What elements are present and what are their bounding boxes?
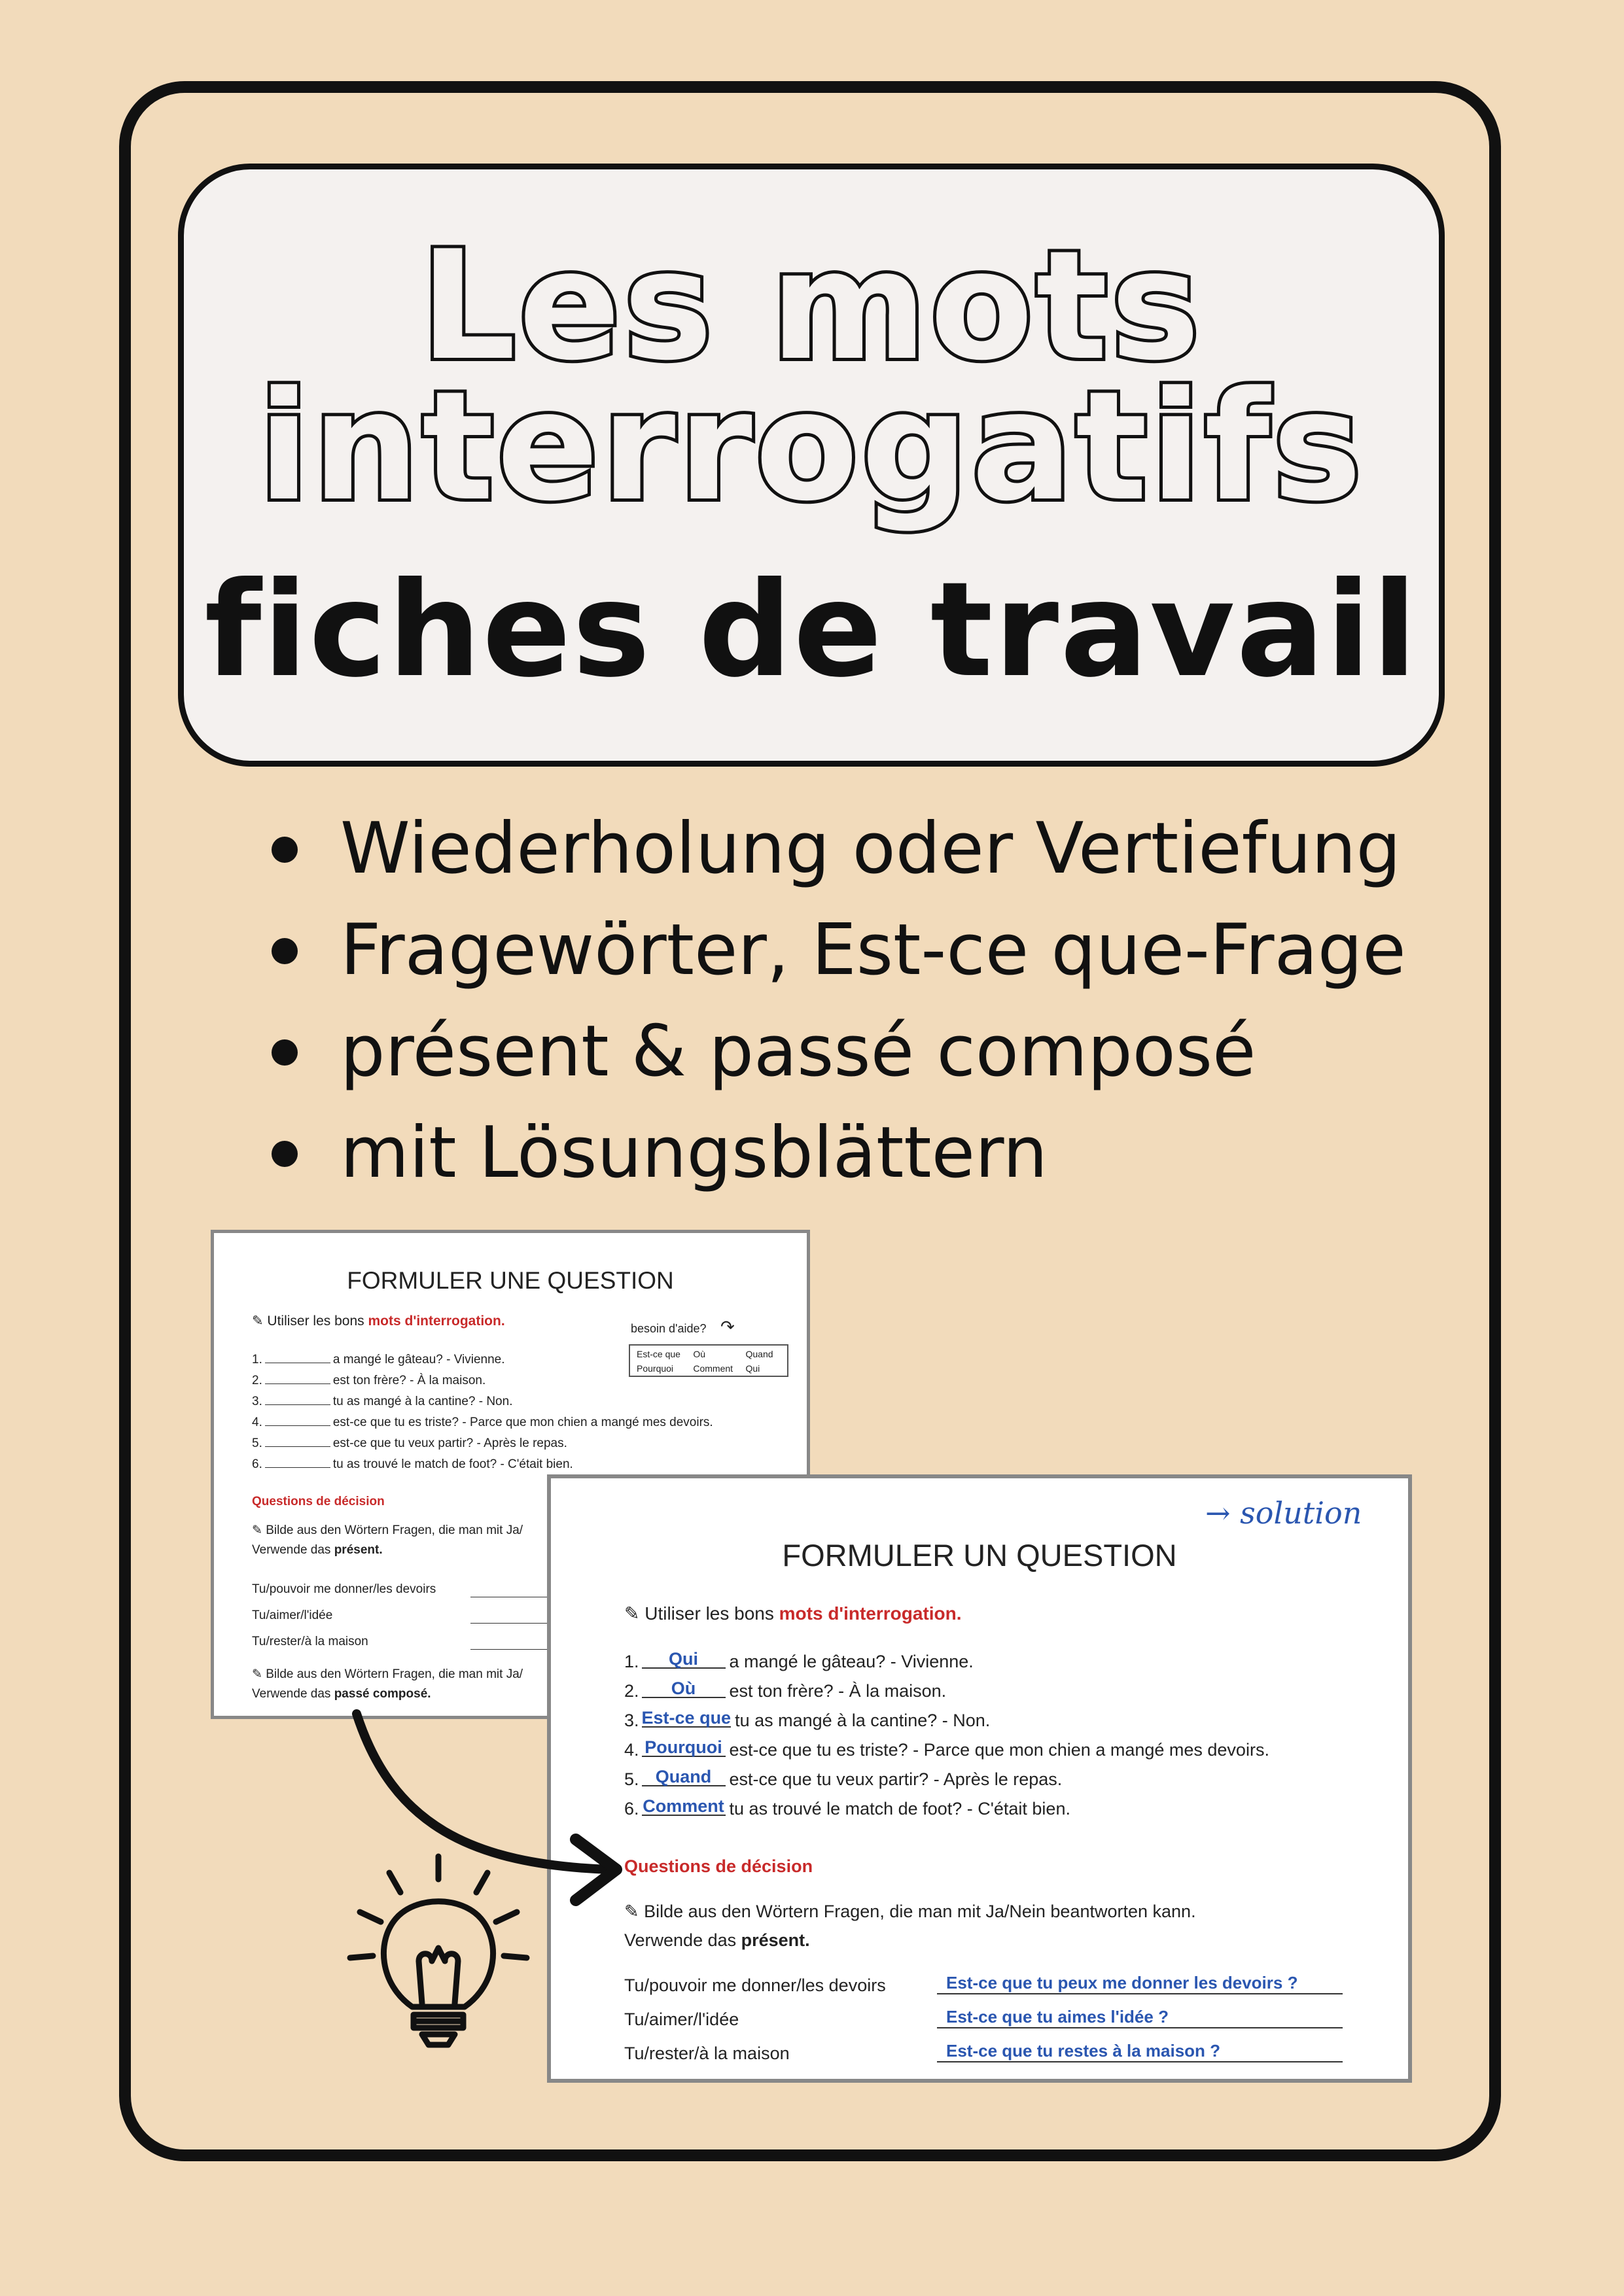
question-item: 1. Qui a mangé le gâteau? - Vivienne.	[624, 1649, 974, 1671]
feature-item: Fragewörter, Est-ce que-Frage	[262, 899, 1406, 1001]
solution-answer: Est-ce que tu peux me donner les devoirs ?	[937, 1973, 1343, 1994]
question-item: 3. Est-ce que tu as mangé à la cantine? - Non.	[624, 1708, 991, 1730]
prompt-text: Tu/pouvoir me donner/les devoirs	[252, 1582, 436, 1596]
feature-item: présent & passé composé	[262, 1001, 1406, 1102]
prompt-text: Tu/rester/à la maison	[252, 1635, 368, 1648]
title-line-1: Les mots	[419, 219, 1203, 394]
lightbulb-icon	[340, 1843, 537, 2053]
section-title: Questions de décision	[624, 1856, 813, 1876]
feature-item: mit Lösungsblättern	[262, 1102, 1406, 1204]
solution-answer: Est-ce que tu aimes l'idée ?	[937, 2007, 1343, 2028]
worksheet-title: FORMULER UNE QUESTION	[347, 1267, 674, 1294]
prompt-text: Tu/aimer/l'idée	[252, 1609, 333, 1622]
subtitle: fiches de travail	[204, 554, 1419, 706]
arrow-icon: ↷	[720, 1317, 735, 1336]
question-item: 5. est-ce que tu veux partir? - Après le repas.	[252, 1436, 567, 1450]
prompt-text: Tu/rester/à la maison	[624, 2044, 790, 2063]
worksheet-title: FORMULER UN QUESTION	[782, 1538, 1177, 1573]
section-title: Questions de décision	[252, 1495, 385, 1508]
question-item: 3. tu as mangé à la cantine? - Non.	[252, 1395, 513, 1408]
prompt-text: Tu/aimer/l'idée	[624, 2009, 739, 2029]
question-item: 6. Comment tu as trouvé le match de foot? - C'était bien.	[624, 1796, 1070, 1818]
instruction-paragraph: ✎ Bilde aus den Wörtern Fragen, die man mit Ja/ Verwende das passé composé.	[252, 1667, 523, 1701]
help-label: besoin d'aide?	[631, 1322, 707, 1335]
instruction-paragraph: ✎ Bilde aus den Wörtern Fragen, die man mit Ja/Nein beantworten kann. Verwende das présent.	[624, 1902, 1196, 1950]
question-item: 4. est-ce que tu es triste? - Parce que mon chien a mangé mes devoirs.	[252, 1416, 713, 1429]
question-item: 2. Où est ton frère? - À la maison.	[624, 1679, 947, 1701]
worksheet-instruction: ✎ Utiliser les bons mots d'interrogation.	[252, 1313, 505, 1329]
question-item: 6. tu as trouvé le match de foot? - C'était bien.	[252, 1457, 573, 1471]
question-item: 2. est ton frère? - À la maison.	[252, 1374, 486, 1387]
solution-answer: Est-ce que tu restes à la maison ?	[937, 2041, 1343, 2062]
question-item: 1. a mangé le gâteau? - Vivienne.	[252, 1353, 505, 1366]
question-item: 4. Pourquoi est-ce que tu es triste? - Parce que mon chien a mangé mes devoirs.	[624, 1737, 1269, 1760]
title-line-2: interrogatifs	[258, 360, 1365, 534]
worksheet-instruction: ✎ Utiliser les bons mots d'interrogation.	[624, 1603, 962, 1624]
help-word-box: Est-ce que Où Quand Pourquoi Comment Qui	[629, 1344, 788, 1377]
question-item: 5. Quand est-ce que tu veux partir? - Après le repas.	[624, 1767, 1063, 1789]
instruction-paragraph: ✎ Bilde aus den Wörtern Fragen, die man mit Ja/ Verwende das présent.	[252, 1523, 523, 1557]
prompt-text: Tu/pouvoir me donner/les devoirs	[624, 1975, 886, 1995]
feature-item: Wiederholung oder Vertiefung	[262, 798, 1406, 899]
solution-label: → solution	[1205, 1495, 1362, 1531]
